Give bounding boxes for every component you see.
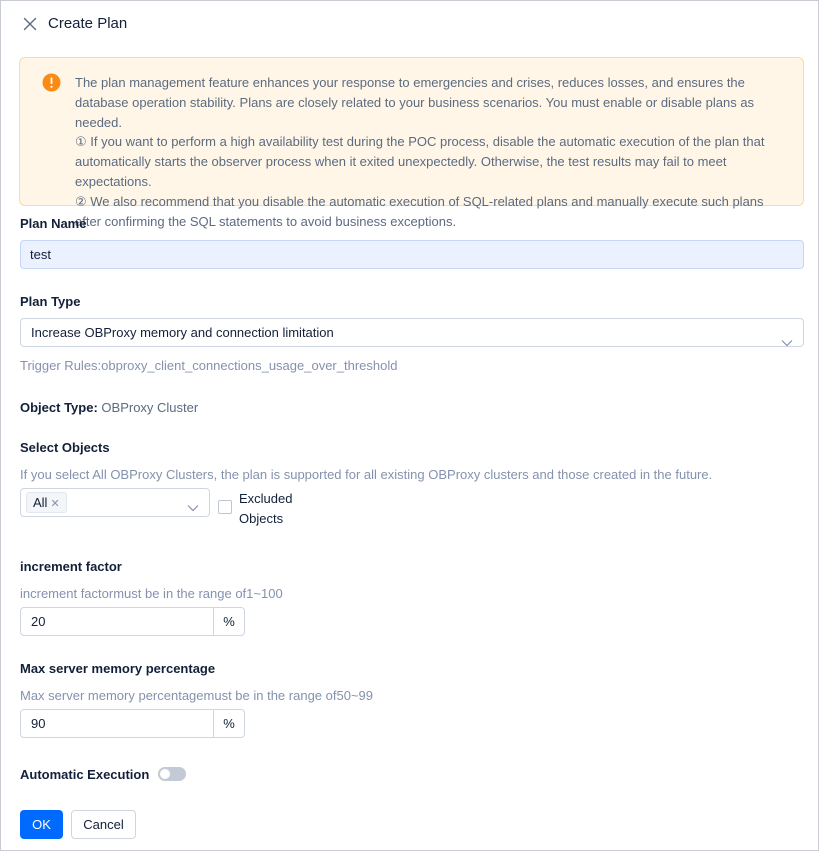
max-memory-value[interactable]: 90 (31, 716, 46, 731)
max-memory-label: Max server memory percentage (20, 661, 216, 676)
objects-select[interactable] (20, 488, 210, 517)
percent-unit: % (213, 710, 244, 737)
plan-name-input[interactable]: test (20, 240, 804, 269)
object-type-label: Object Type: (20, 400, 98, 415)
alert-paragraph: ① If you want to perform a high availability test during the POC process, disable the automatic execution of the plan that automatically starts the observer process when it exited unexpectedly. Otherwise, the test results may fail to meet expectations. (75, 134, 765, 189)
excluded-objects-label[interactable]: Excluded Objects (239, 491, 293, 526)
excluded-objects-checkbox[interactable] (218, 500, 232, 514)
automatic-execution-toggle[interactable] (158, 767, 186, 781)
alert-message (75, 73, 790, 231)
trigger-rules-text: Trigger Rules:obproxy_client_connections_usage_over_threshold (20, 358, 398, 373)
selected-tag (26, 492, 67, 513)
panel-title: Create Plan (48, 15, 128, 32)
plan-type-value: Increase OBProxy memory and connection limitation (31, 325, 334, 340)
increment-factor-label: increment factor (20, 559, 122, 574)
increment-factor-value[interactable]: 20 (31, 614, 46, 629)
chevron-down-icon (781, 329, 793, 337)
alert-paragraph: ② We also recommend that you disable the automatic execution of SQL-related plans and manually execute such plans after confirming the SQL statements to avoid business exceptions. (75, 193, 764, 229)
panel-header (1, 1, 818, 47)
warning-circle-icon (42, 73, 61, 92)
max-memory-input[interactable] (20, 709, 245, 738)
toggle-knob (160, 769, 170, 779)
close-icon[interactable] (22, 16, 38, 32)
plan-type-select[interactable] (20, 318, 804, 347)
alert-paragraph: The plan management feature enhances your response to emergencies and crises, reduces losses, and ensures the database operation stability. Plans are closely related to your business scenarios. You must enable or disable plans as needed. (75, 75, 755, 130)
object-type-value: OBProxy Cluster (101, 400, 199, 415)
percent-unit: % (213, 608, 244, 635)
ok-button[interactable]: OK (20, 810, 63, 839)
increment-factor-input[interactable] (20, 607, 245, 636)
select-objects-label: Select Objects (20, 440, 110, 455)
increment-factor-hint: increment factormust be in the range of1~100 (20, 586, 283, 601)
plan-type-label: Plan Type (20, 294, 81, 309)
chevron-down-icon (187, 499, 199, 507)
tag-close-icon[interactable]: ✕ (50, 498, 60, 510)
select-objects-hint: If you select All OBProxy Clusters, the plan is supported for all existing OBProxy clusters and those created in the future. (20, 467, 713, 482)
cancel-button[interactable]: Cancel (71, 810, 136, 839)
max-memory-hint: Max server memory percentagemust be in the range of50~99 (20, 688, 373, 703)
object-type-row (20, 400, 198, 415)
automatic-execution-label: Automatic Execution (20, 767, 150, 782)
tag-label: All (33, 495, 48, 510)
plan-name-label: Plan Name (20, 216, 87, 231)
